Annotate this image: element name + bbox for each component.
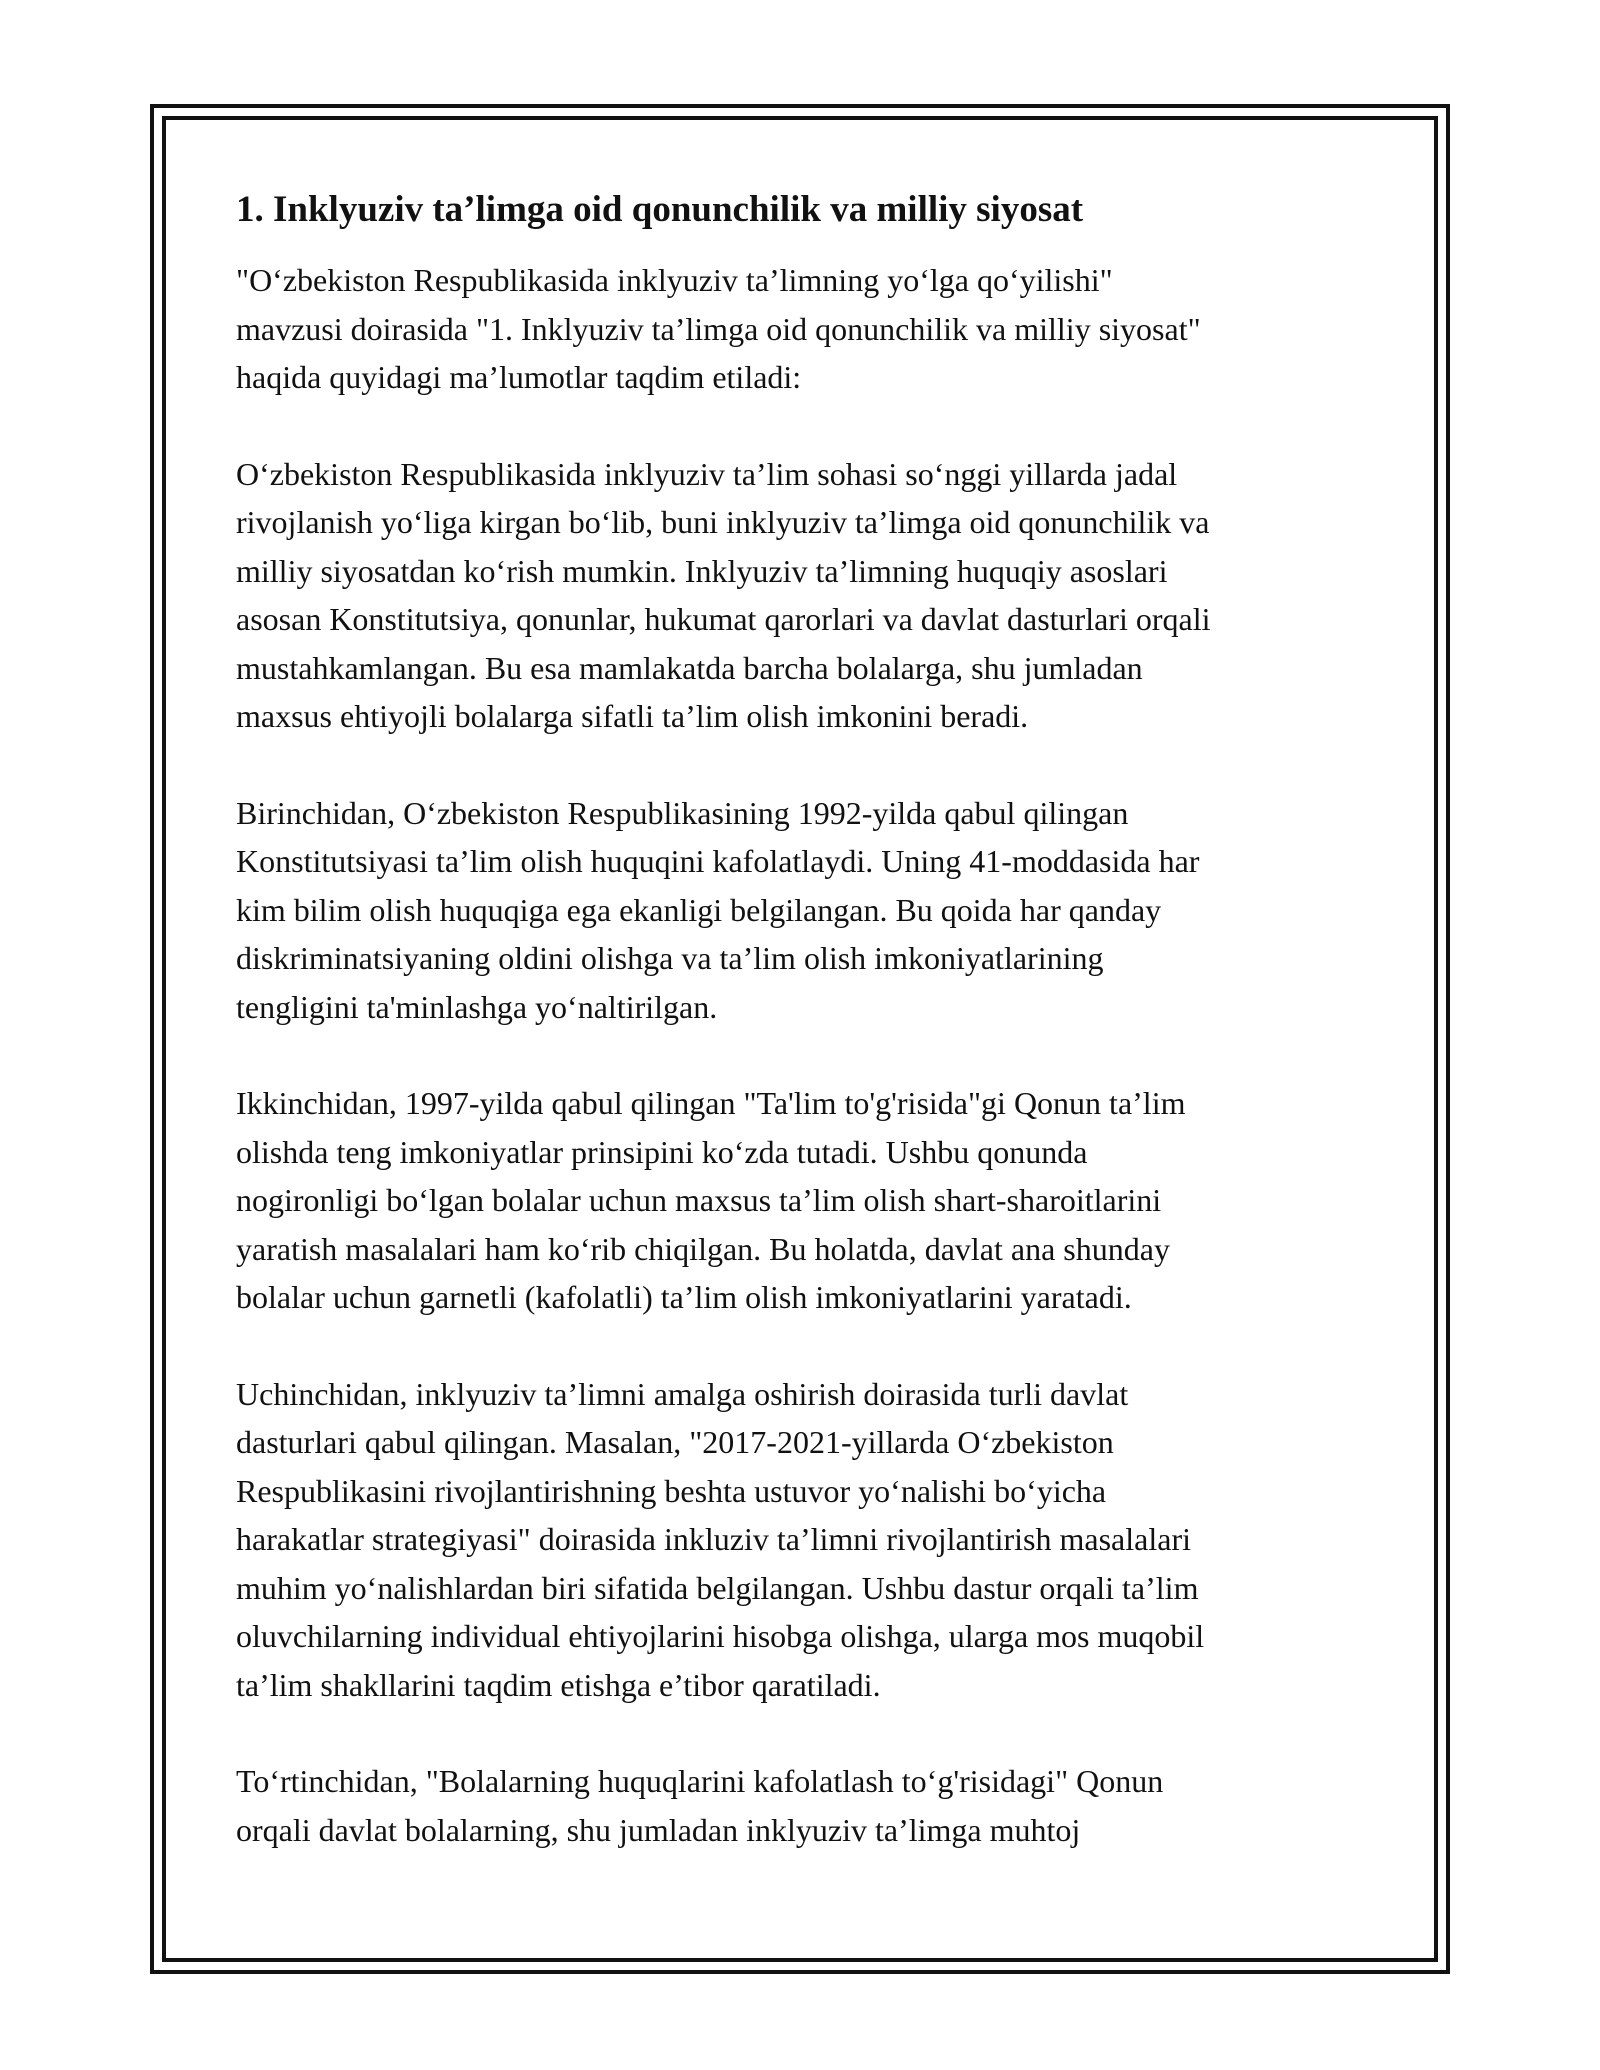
paragraph-line: oluvchilarning individual ehtiyojlarini hisobga olishga, ularga mos muqobil (236, 1618, 1205, 1654)
paragraph-line: Uchinchidan, inklyuziv ta’limni amalga oshirish doirasida turli davlat (236, 1375, 1129, 1412)
paragraph-line: dasturlari qabul qilingan. Masalan, "2017-2021-yillarda O‘zbekiston (236, 1424, 1114, 1460)
paragraph-line: mustahkamlangan. Bu esa mamlakatda barcha bolalarga, shu jumladan (236, 649, 1143, 686)
paragraph-line: diskriminatsiyaning oldini olishga va ta’lim olish imkoniyatlarining (236, 940, 1104, 976)
first-point-paragraph (236, 789, 1366, 1032)
paragraph-line: nogironligi bo‘lgan bolalar uchun maxsus ta’lim olish shart-sharoitlarini (236, 1182, 1162, 1218)
paragraph-line: Ikkinchidan, 1997-yilda qabul qilingan "Ta'lim to'g'risida"gi Qonun ta’lim (236, 1085, 1186, 1121)
paragraph-line: kim bilim olish huquqiga ega ekanligi belgilangan. Bu qoida har qanday (236, 891, 1162, 928)
paragraph-line: Konstitutsiyasi ta’lim olish huquqini kafolatlaydi. Uning 41-moddasida har (236, 843, 1200, 879)
paragraph-line: To‘rtinchidan, "Bolalarning huquqlarini kafolatlash to‘g'risidagi" Qonun (236, 1763, 1164, 1799)
paragraph-line: ta’lim shakllarini taqdim etishga e’tibor qaratiladi. (236, 1666, 881, 1703)
paragraph-line: "O‘zbekiston Respublikasida inklyuziv ta’limning yo‘lga qo‘yilishi" (236, 262, 1113, 298)
paragraph-line: Birinchidan, O‘zbekiston Respublikasining 1992-yilda qabul qilingan (236, 794, 1129, 831)
paragraph-line: bolalar uchun garnetli (kafolatli) ta’lim olish imkoniyatlarini yaratadi. (236, 1279, 1132, 1315)
paragraph-line: haqida quyidagi ma’lumotlar taqdim etiladi: (236, 359, 802, 395)
paragraph-line: Respublikasini rivojlantirishning beshta ustuvor yo‘nalishi bo‘yicha (236, 1472, 1107, 1509)
paragraph-line: maxsus ehtiyojli bolalarga sifatli ta’lim olish imkonini beradi. (236, 698, 1029, 734)
paragraph-line: orqali davlat bolalarning, shu jumladan inklyuziv ta’limga muhtoj (236, 1811, 1081, 1848)
paragraph-line: tengligini ta'minlashga yo‘naltirilgan. (236, 988, 718, 1025)
paragraph-line: yaratish masalalari ham ko‘rib chiqilgan. Bu holatda, davlat ana shunday (236, 1230, 1170, 1267)
paragraph-line: harakatlar strategiyasi" doirasida inkluziv ta’limni rivojlantirish masalalari (236, 1521, 1191, 1557)
fourth-point-paragraph (236, 1757, 1366, 1854)
paragraph-line: muhim yo‘nalishlardan biri sifatida belgilangan. Ushbu dastur orqali ta’lim (236, 1569, 1199, 1606)
paragraph-line: milliy siyosatdan ko‘rish mumkin. Inklyuziv ta’limning huquqiy asoslari (236, 552, 1168, 589)
paragraph-line: mavzusi doirasida "1. Inklyuziv ta’limga oid qonunchilik va milliy siyosat" (236, 310, 1201, 347)
overview-paragraph (236, 450, 1366, 741)
third-point-paragraph (236, 1370, 1366, 1710)
document-body (236, 186, 1366, 1902)
section-heading: 1. Inklyuziv ta’limga oid qonunchilik va milliy siyosat (236, 189, 1084, 230)
paragraph-line: asosan Konstitutsiya, qonunlar, hukumat qarorlari va davlat dasturlari orqali (236, 601, 1211, 637)
intro-paragraph (236, 256, 1366, 402)
second-point-paragraph (236, 1079, 1366, 1322)
paragraph-line: rivojlanish yo‘liga kirgan bo‘lib, buni inklyuziv ta’limga oid qonunchilik va (236, 504, 1210, 540)
paragraph-line: O‘zbekiston Respublikasida inklyuziv ta’lim sohasi so‘nggi yillarda jadal (236, 455, 1178, 492)
paragraph-line: olishda teng imkoniyatlar prinsipini ko‘zda tutadi. Ushbu qonunda (236, 1133, 1088, 1170)
